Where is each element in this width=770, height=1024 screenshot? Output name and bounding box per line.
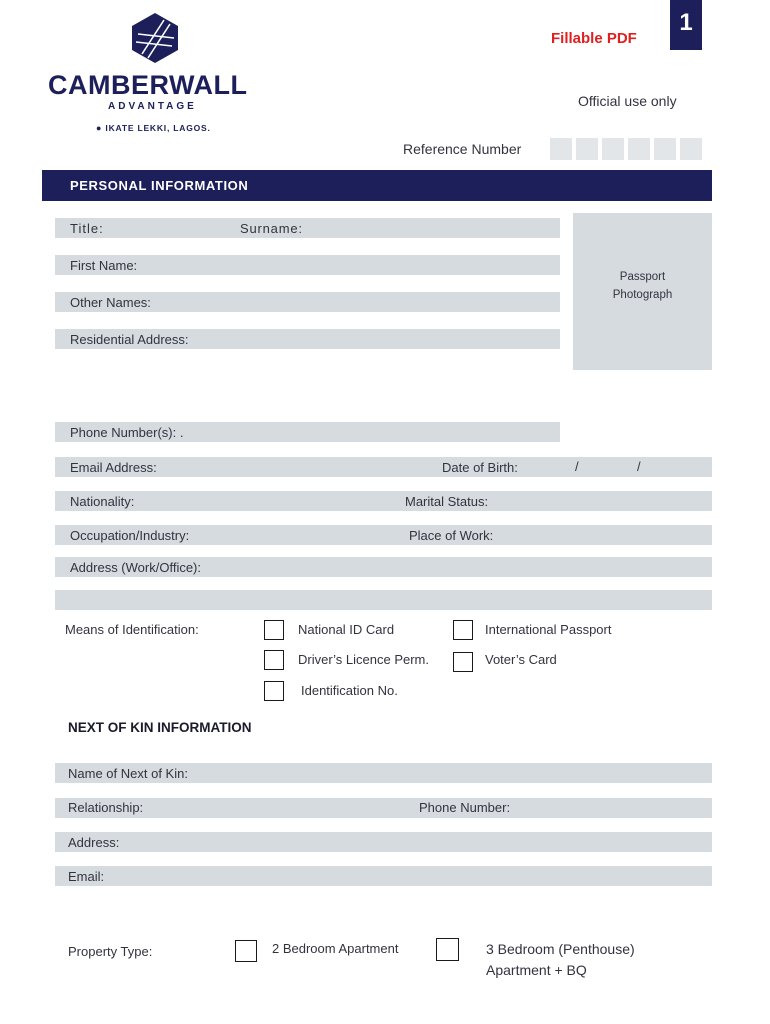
- fillable-pdf-label: Fillable PDF: [551, 30, 637, 47]
- dob-separator-1: /: [575, 459, 579, 474]
- means-of-id-label: Means of Identification:: [65, 622, 199, 637]
- reference-box-2[interactable]: [576, 138, 598, 160]
- passport-label-line1: Passport: [619, 271, 666, 283]
- page-number-badge: [670, 0, 702, 50]
- residential-address-label: Residential Address:: [70, 332, 189, 347]
- title-surname-field[interactable]: [55, 218, 560, 238]
- two-bedroom-checkbox[interactable]: [235, 940, 257, 962]
- other-names-label: Other Names:: [70, 295, 151, 310]
- voters-card-checkbox[interactable]: [453, 652, 473, 672]
- official-use-label: Official use only: [578, 93, 677, 109]
- reference-box-3[interactable]: [602, 138, 624, 160]
- camberwall-logo-icon: [130, 12, 180, 64]
- two-bedroom-label: 2 Bedroom Apartment: [272, 941, 399, 956]
- next-of-kin-title: NEXT OF KIN INFORMATION: [68, 720, 252, 735]
- id-number-checkbox[interactable]: [264, 681, 284, 701]
- nok-relationship-phone-field[interactable]: [55, 798, 712, 818]
- nok-email-field[interactable]: [55, 866, 712, 886]
- personal-info-header: [42, 170, 712, 201]
- brand-name: CAMBERWALL: [48, 70, 248, 100]
- nok-phone-label: Phone Number:: [419, 800, 511, 815]
- intl-passport-label: International Passport: [485, 622, 612, 637]
- three-bedroom-checkbox[interactable]: [436, 938, 459, 961]
- brand-tagline: ADVANTAGE: [108, 101, 197, 112]
- place-of-work-label: Place of Work:: [409, 528, 494, 543]
- dob-separator-2: /: [637, 459, 641, 474]
- title-label: Title:: [70, 221, 104, 236]
- three-bedroom-label-line1: 3 Bedroom (Penthouse): [486, 941, 635, 957]
- three-bedroom-label-line2: Apartment + BQ: [486, 962, 587, 978]
- national-id-label: National ID Card: [298, 622, 395, 637]
- marital-status-label: Marital Status:: [405, 494, 489, 509]
- national-id-checkbox[interactable]: [264, 620, 284, 640]
- nok-address-label: Address:: [68, 835, 120, 850]
- brand-location: [96, 123, 211, 133]
- phone-numbers-label: Phone Number(s): .: [70, 425, 184, 440]
- page-number: 1: [679, 9, 693, 36]
- reference-box-5[interactable]: [654, 138, 676, 160]
- drivers-licence-label: Driver’s Licence Perm.: [298, 652, 430, 667]
- reference-number-label: Reference Number: [403, 141, 522, 157]
- voters-card-label: Voter’s Card: [485, 652, 557, 667]
- nok-address-field[interactable]: [55, 832, 712, 852]
- reference-box-1[interactable]: [550, 138, 572, 160]
- work-address-field-2[interactable]: [55, 590, 712, 610]
- passport-photo-box[interactable]: [573, 213, 712, 370]
- email-label: Email Address:: [70, 460, 157, 475]
- id-number-label: Identification No.: [301, 683, 398, 698]
- occupation-label: Occupation/Industry:: [70, 528, 190, 543]
- nok-relationship-label: Relationship:: [68, 800, 144, 815]
- reference-box-4[interactable]: [628, 138, 650, 160]
- location-text: IKATE LEKKI, LAGOS.: [105, 123, 211, 133]
- surname-label: Surname:: [240, 221, 303, 236]
- passport-label-line2: Photograph: [612, 289, 673, 301]
- location-pin-icon: ●: [96, 123, 103, 133]
- nok-email-label: Email:: [68, 869, 105, 884]
- property-type-label: Property Type:: [68, 944, 153, 959]
- work-address-label: Address (Work/Office):: [70, 560, 201, 575]
- nationality-marital-field[interactable]: [55, 491, 712, 511]
- drivers-licence-checkbox[interactable]: [264, 650, 284, 670]
- nok-name-label: Name of Next of Kin:: [68, 766, 188, 781]
- reference-box-6[interactable]: [680, 138, 702, 160]
- personal-info-title: PERSONAL INFORMATION: [70, 178, 249, 193]
- nationality-label: Nationality:: [70, 494, 135, 509]
- intl-passport-checkbox[interactable]: [453, 620, 473, 640]
- first-name-label: First Name:: [70, 258, 138, 273]
- dob-label: Date of Birth:: [442, 460, 518, 475]
